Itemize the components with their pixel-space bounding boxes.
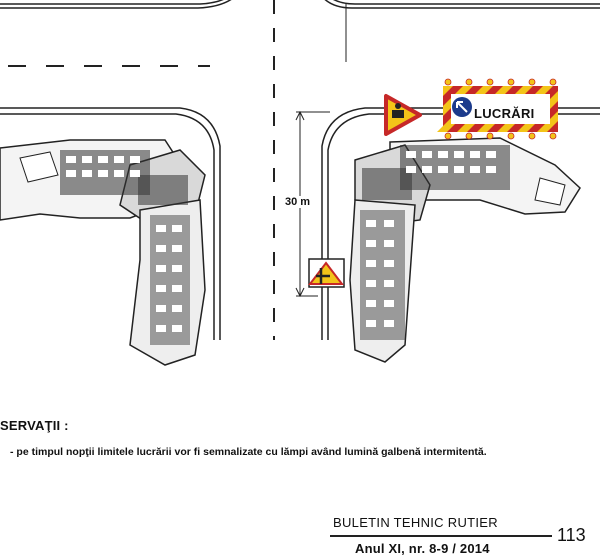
right-barrier-assembly	[350, 138, 580, 362]
observation-note: - pe timpul nopţii limitele lucrării vor fi semnalizate cu lămpi având lumină galbenă intermitentă.	[10, 446, 487, 458]
roadworks-panel-text: LUCRĂRI	[474, 106, 535, 121]
roadworks-warning-sign	[386, 96, 420, 134]
issue-info: Anul XI, nr. 8-9 / 2014	[355, 541, 490, 556]
distance-label: 30 m	[285, 196, 311, 208]
footer-rule	[330, 535, 552, 537]
page-number: 113	[557, 525, 586, 545]
left-barrier-assembly	[0, 140, 205, 365]
crossroad-warning-sign	[309, 259, 344, 287]
publication-title: BULETIN TEHNIC RUTIER	[333, 515, 498, 530]
observations-heading: SERVAŢII :	[0, 418, 69, 433]
